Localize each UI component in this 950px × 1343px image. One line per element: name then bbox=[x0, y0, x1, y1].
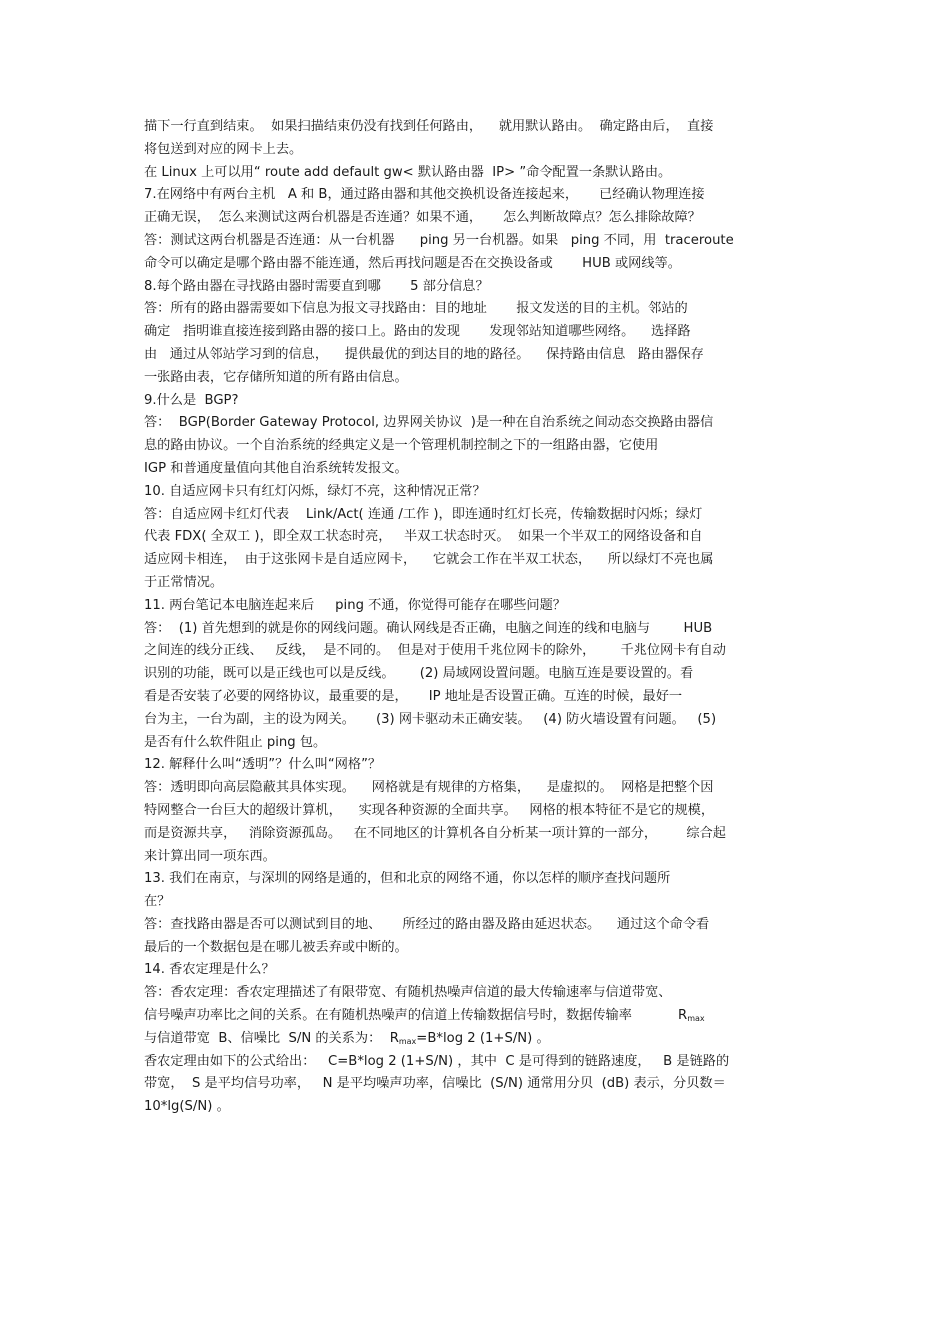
text-line: 由 通过从邻站学习到的信息， 提供最优的到达目的地的路径。 保持路由信息 路由器保存 bbox=[144, 346, 704, 362]
text-line: 确定 指明谁直接连接到路由器的接口上。路由的发现 发现邻站知道哪些网络。 选择路 bbox=[144, 324, 691, 340]
text-line: 于正常情况。 bbox=[144, 574, 224, 590]
text-line: 将包送到对应的网卡上去。 bbox=[144, 141, 303, 157]
question-14: 14. 香农定理是什么？ bbox=[144, 962, 275, 978]
rate-text: 信号噪声功率比之间的关系。在有随机热噪声的信道上传输数据信号时，数据传输率 R bbox=[144, 1008, 688, 1024]
text-line: 代表 FDX( 全双工 )，即全双工状态时亮， 半双工状态时灭。 如果一个半双工的网络设备和自 bbox=[144, 529, 703, 545]
question-10: 10. 自适应网卡只有红灯闪烁，绿灯不亮，这种情况正常？ bbox=[144, 483, 486, 499]
subscript-max: max bbox=[687, 1014, 705, 1024]
formula-part-b: =B*log 2 (1+S/N) 。 bbox=[416, 1030, 550, 1046]
answer-7: 答：测试这两台机器是否连通：从一台机器 ping 另一台机器。如果 ping 不同，用 traceroute bbox=[144, 232, 734, 248]
text-line: 带宽， S 是平均信号功率， N 是平均噪声功率，信噪比 (S/N) 通常用分贝 (dB) 表示，分贝数＝ bbox=[144, 1076, 726, 1092]
question-7: 7.在网络中有两台主机 A 和 B，通过路由器和其他交换机设备连接起来， 已经确认物理连接 bbox=[144, 187, 705, 203]
question-12: 12. 解释什么叫“透明”？什么叫“网格”？ bbox=[144, 757, 382, 773]
answer-13: 答：查找路由器是否可以测试到目的地、 所经过的路由器及路由延迟状态。 通过这个命令看 bbox=[144, 916, 710, 932]
text-line: 看是否安装了必要的网络协议，最重要的是， IP 地址是否设置正确。互连的时候，最好一 bbox=[144, 688, 683, 704]
formula-line bbox=[144, 1028, 806, 1051]
answer-12: 答：透明即向高层隐蔽其具体实现。 网格就是有规律的方格集， 是虚拟的。 网格是把整个因 bbox=[144, 780, 714, 796]
document-body bbox=[144, 116, 806, 1119]
text-line-rate bbox=[144, 1005, 806, 1028]
text-line: 描下一行直到结束。 如果扫描结束仍没有找到任何路由， 就用默认路由。 确定路由后， 直接 bbox=[144, 119, 714, 134]
answer-8: 答：所有的路由器需要如下信息为报文寻找路由：目的地址 报文发送的目的主机。邻站的 bbox=[144, 301, 688, 317]
text-line: 最后的一个数据包是在哪儿被丢弃或中断的。 bbox=[144, 939, 408, 955]
text-line: 台为主，一台为副，主的设为网关。 (3) 网卡驱动未正确安装。 (4) 防火墙设置有问题。 (5) bbox=[144, 711, 717, 727]
answer-9: 答： BGP(Border Gateway Protocol, 边界网关协议 )是一种在自治系统之间动态交换路由器信 bbox=[144, 415, 714, 431]
text-line: 识别的功能，既可以是正线也可以是反线。 (2) 局域网设置问题。电脑互连是要设置的。看 bbox=[144, 666, 694, 682]
formula-part-a: 与信道带宽 B、信噪比 S/N 的关系为： R bbox=[144, 1030, 399, 1046]
question-11: 11. 两台笔记本电脑连起来后 ping 不通，你觉得可能存在哪些问题？ bbox=[144, 597, 566, 613]
text-line: 在 Linux 上可以用“ route add default gw< 默认路由器 IP> ”命令配置一条默认路由。 bbox=[144, 164, 672, 180]
text-line: 香农定理由如下的公式给出： C=B*log 2 (1+S/N) ，其中 C 是可得到的链路速度， B 是链路的 bbox=[144, 1053, 730, 1069]
text-line: 正确无误， 怎么来测试这两台机器是否连通？如果不通， 怎么判断故障点？怎么排除故障？ bbox=[144, 210, 701, 226]
text-line: 在？ bbox=[144, 894, 171, 910]
subscript-max: max bbox=[398, 1036, 417, 1046]
text-line: 命令可以确定是哪个路由器不能连通，然后再找问题是否在交换设备或 HUB 或网线等。 bbox=[144, 255, 681, 271]
text-line: 适应网卡相连， 由于这张网卡是自适应网卡， 它就会工作在半双工状态， 所以绿灯不亮也属 bbox=[144, 552, 714, 568]
answer-14: 答：香农定理：香农定理描述了有限带宽、有随机热噪声信道的最大传输速率与信道带宽、 bbox=[144, 985, 672, 1001]
text-line: 是否有什么软件阻止 ping 包。 bbox=[144, 734, 327, 750]
question-8: 8.每个路由器在寻找路由器时需要直到哪 5 部分信息？ bbox=[144, 278, 489, 294]
text-line: 10*lg(S/N) 。 bbox=[144, 1099, 230, 1115]
answer-10: 答：自适应网卡红灯代表 Link/Act( 连通 /工作 )，即连通时红灯长亮，传输数据时闪烁；绿灯 bbox=[144, 506, 703, 522]
answer-11: 答： (1) 首先想到的就是你的网线问题。确认网线是否正确，电脑之间连的线和电脑与 HUB bbox=[144, 620, 713, 636]
text-line: 而是资源共享， 消除资源孤岛。 在不同地区的计算机各自分析某一项计算的一部分， 综合起 bbox=[144, 825, 726, 841]
text-line: 一张路由表，它存储所知道的所有路由信息。 bbox=[144, 369, 408, 385]
text-line: 特网整合一台巨大的超级计算机， 实现各种资源的全面共享。 网格的根本特征不是它的规模， bbox=[144, 802, 715, 818]
text-line: IGP 和普通度量值向其他自治系统转发报文。 bbox=[144, 460, 408, 476]
question-13: 13. 我们在南京，与深圳的网络是通的，但和北京的网络不通，你以怎样的顺序查找问题所 bbox=[144, 871, 671, 887]
text-line: 息的路由协议。一个自治系统的经典定义是一个管理机制控制之下的一组路由器，它使用 bbox=[144, 438, 659, 454]
text-line: 来计算出同一项东西。 bbox=[144, 848, 276, 864]
question-9: 9.什么是 BGP? bbox=[144, 392, 239, 408]
text-line: 之间连的线分正线、 反线， 是不同的。 但是对于使用千兆位网卡的除外， 千兆位网卡有自动 bbox=[144, 643, 726, 659]
